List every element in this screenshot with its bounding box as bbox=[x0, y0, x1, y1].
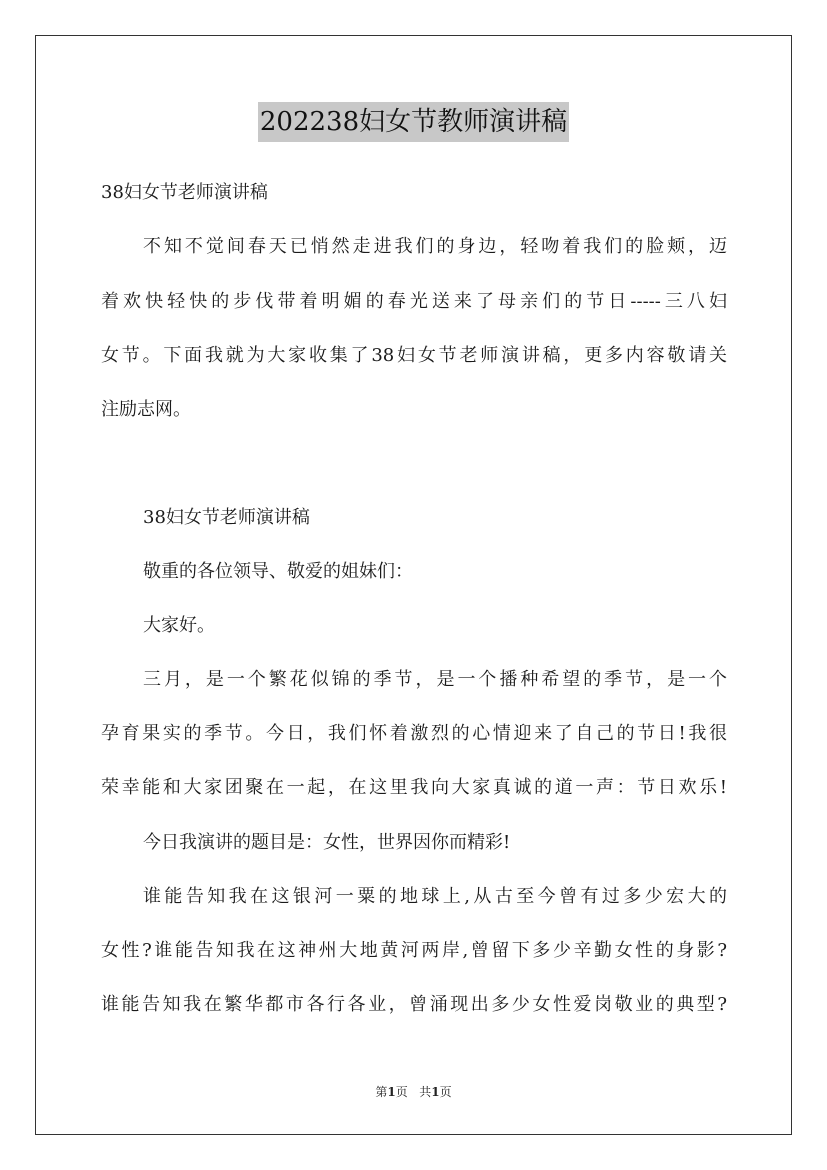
document-title: 202238妇女节教师演讲稿 bbox=[258, 102, 569, 142]
section-heading: 38妇女节老师演讲稿 bbox=[143, 507, 310, 528]
title-wrap bbox=[0, 102, 827, 142]
paragraph-line: 荣幸能和大家团聚在一起，在这里我向大家真诚的道一声：节日欢乐! bbox=[101, 777, 727, 798]
paragraph-line: 谁能告知我在繁华都市各行各业，曾涌现出多少女性爱岗敬业的典型? bbox=[101, 994, 727, 1015]
paragraph-line: 谁能告知我在这银河一粟的地球上,从古至今曾有过多少宏大的 bbox=[143, 886, 727, 907]
paragraph-line: 孕育果实的季节。今日，我们怀着激烈的心情迎来了自己的节日!我很 bbox=[101, 723, 727, 744]
paragraph-line: 女性?谁能告知我在这神州大地黄河两岸,曾留下多少辛勤女性的身影? bbox=[101, 940, 727, 961]
page-suffix: 页 bbox=[395, 1085, 408, 1099]
paragraph-line: 着欢快轻快的步伐带着明媚的春光送来了母亲们的节日-----三八妇 bbox=[101, 291, 727, 312]
paragraph-line: 三月，是一个繁花似锦的季节，是一个播种希望的季节，是一个 bbox=[143, 669, 727, 690]
page-prefix: 第 bbox=[375, 1085, 388, 1099]
salutation-line: 敬重的各位领导、敬爱的姐妹们： bbox=[143, 561, 413, 582]
page-footer bbox=[0, 1083, 827, 1101]
total-prefix: 共 bbox=[419, 1085, 432, 1099]
document-subtitle: 38妇女节老师演讲稿 bbox=[101, 182, 268, 203]
page-number: 1 bbox=[387, 1085, 396, 1099]
total-number: 1 bbox=[431, 1085, 440, 1099]
paragraph-line: 今日我演讲的题目是：女性，世界因你而精彩! bbox=[143, 832, 511, 853]
paragraph-line: 女节。下面我就为大家收集了38妇女节老师演讲稿，更多内容敬请关 bbox=[101, 345, 727, 366]
paragraph-line: 注励志网。 bbox=[101, 399, 191, 420]
greeting-line: 大家好。 bbox=[143, 615, 215, 636]
paragraph-line: 不知不觉间春天已悄然走进我们的身边，轻吻着我们的脸颊，迈 bbox=[143, 236, 727, 257]
total-suffix: 页 bbox=[439, 1085, 452, 1099]
